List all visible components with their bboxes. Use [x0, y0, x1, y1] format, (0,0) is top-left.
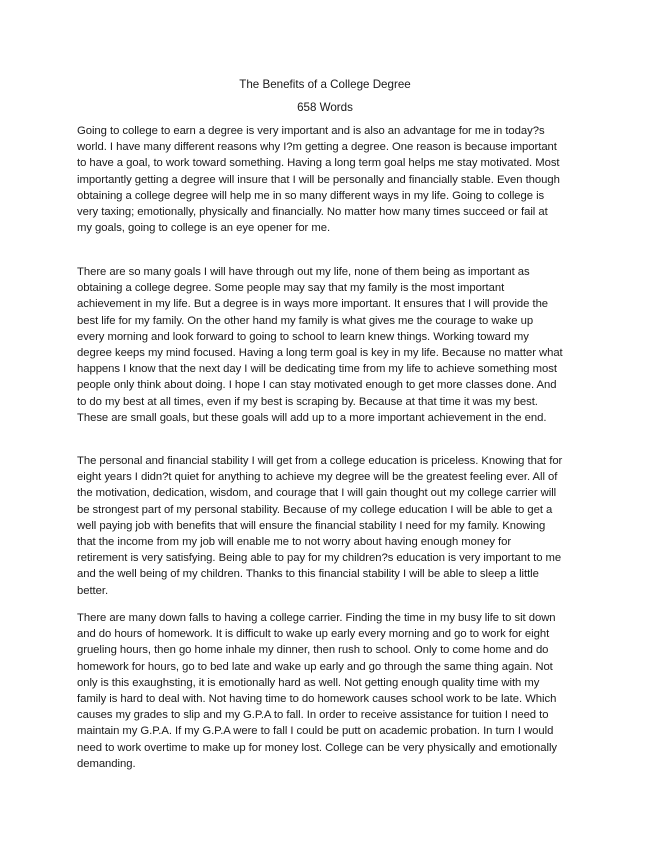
document-title: The Benefits of a College Degree — [239, 78, 411, 91]
paragraph-2: There are so many goals I will have through out my life, none of them being as important as obtaining a college degree. Some people may say that my family is the most important achievement in my life. But a degree is in ways more important. It ensures that I will provide the best life for my family. On the other hand my family is what gives me the courage to wake up every morning and look forward to going to school to learn knew things. Working toward my degree keeps my mind focused. Having a long term goal is key in my life. Because no matter what happens I know that the next day I will be dedicating time from my life to achieve something most people only think about doing. I hope I can stay motivated enough to get more classes done. And to do my best at all times, even if my best is scraping by. Because at that time it was my best. These are small goals, but these goals will add up to a more important achievement in the end. — [77, 266, 563, 424]
paragraph-4: There are many down falls to having a college carrier. Finding the time in my busy life to sit down and do hours of homework. It is difficult to wake up early every morning and go to work for eight grueling hours, then go home inhale my dinner, then rush to school. Only to come home and do homework for hours, go to bed late and wake up early and go through the same thing again. Not only is this exaughsting, it is emotionally hard as well. Not getting enough quality time with my family is hard to deal with. Not having time to do homework causes school work to be late. Which causes my grades to slip and my G.P.A to fall. In order to receive assistance for tuition I need to maintain my G.P.A. If my G.P.A were to fall I could be putt on academic probation. In turn I would need to work overtime to make up for money lost. College can be very physically and emotionally demanding. — [77, 612, 558, 770]
word-count: 658 Words — [297, 101, 353, 114]
paragraph-3: The personal and financial stability I will get from a college education is priceless. Knowing that for eight years I didn?t quiet for anything to achieve my degree will be the greatest feeling ever. All of the motivation, dedication, wisdom, and courage that I will gain thought out my college carrier will be strongest part of my personal stability. Because of my college education I will be able to get a well paying job with benefits that will ensure the financial stability I need for my family. Knowing that the income from my job will enable me to not worry about having enough money for retirement is very satisfying. Being able to pay for my children?s education is very important to me and the well being of my children. Thanks to this financial stability I will be able to sleep a little better. — [77, 455, 563, 597]
paragraph-1: Going to college to earn a degree is very important and is also an advantage for me in today?s world. I have many different reasons why I?m getting a degree. One reason is because important to have a goal, to work toward something. Having a long term goal helps me stay motivated. Most importantly getting a degree will insure that I will be personally and financially stable. Even though obtaining a college degree will help me in so many different ways in my life. Going to college is very taxing; emotionally, physically and financially. No matter how many times succeed or fail at my goals, going to college is an eye opener for me. — [77, 125, 560, 235]
